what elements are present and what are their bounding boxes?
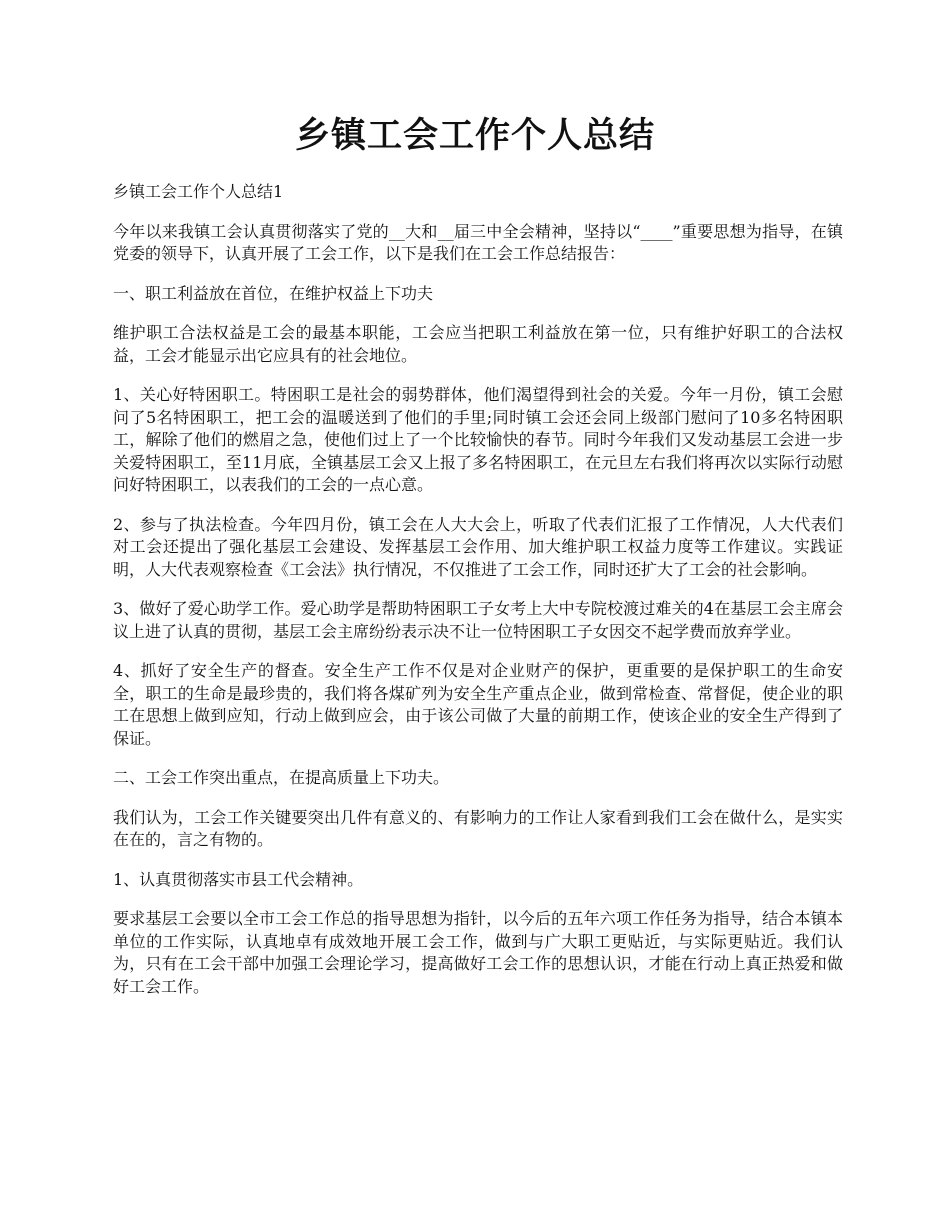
item-paragraph-5: 1、认真贯彻落实市县工代会精神。 <box>113 869 364 889</box>
item-paragraph-1: 1、关心好特困职工。特困职工是社会的弱势群体，他们渴望得到社会的关爱。今年一月份，镇工会慰问了5名特困职工，把工会的温暖送到了他们的手里;同时镇工会还会同上级部门慰问了10多名特困职工，解除了他们的燃眉之急，使他们过上了一个比较愉快的春节。同时今年我们又发动基层工会进一步关爱特困职工，至11月底，全镇基层工会又上报了多名特困职工，在元旦左右我们将再次以实际行动慰问好特困职工，以表我们的工会的一点心意。 <box>113 385 843 494</box>
body-paragraph: 维护职工合法权益是工会的最基本职能，工会应当把职工利益放在第一位，只有维护好职工的合法权益，工会才能显示出它应具有的社会地位。 <box>113 323 843 365</box>
item-paragraph-2: 2、参与了执法检查。今年四月份，镇工会在人大大会上，听取了代表们汇报了工作情况，人大代表们对工会还提出了强化基层工会建设、发挥基层工会作用、加大维护职工权益力度等工作建议。实践证明，人大代表观察检查《工会法》执行情况，不仅推进了工会工作，同时还扩大了工会的社会影响。 <box>113 514 843 579</box>
body-paragraph: 要求基层工会要以全市工会工作总的指导思想为指针，以今后的五年六项工作任务为指导，结合本镇本单位的工作实际，认真地卓有成效地开展工会工作，做到与广大职工更贴近，与实际更贴近。我们认为，只有在工会干部中加强工会理论学习，提高做好工会工作的思想认识，才能在行动上真正热爱和做好工会工作。 <box>113 909 843 996</box>
intro-paragraph: 今年以来我镇工会认真贯彻落实了党的__大和__届三中全会精神，坚持以“____”重要思想为指导，在镇党委的领导下，认真开展了工会工作，以下是我们在工会工作总结报告： <box>113 221 843 263</box>
item-paragraph-3: 3、做好了爱心助学工作。爱心助学是帮助特困职工子女考上大中专院校渡过难关的4在基层工会主席会议上进了认真的贯彻，基层工会主席纷纷表示决不让一位特困职工子女因交不起学费而放弃学业。 <box>113 599 843 641</box>
item-paragraph-4: 4、抓好了安全生产的督查。安全生产工作不仅是对企业财产的保护，更重要的是保护职工的生命安全，职工的生命是最珍贵的，我们将各煤矿列为安全生产重点企业，做到常检查、常督促，使企业的职工在思想上做到应知，行动上做到应会，由于该公司做了大量的前期工作，使该企业的安全生产得到了保证。 <box>113 661 843 748</box>
subtitle-paragraph: 乡镇工会工作个人总结1 <box>113 182 284 201</box>
document-body <box>113 181 843 1015</box>
body-paragraph: 我们认为，工会工作关键要突出几件有意义的、有影响力的工作让人家看到我们工会在做什么，是实实在在的，言之有物的。 <box>113 807 843 849</box>
document-title: 乡镇工会工作个人总结 <box>294 115 655 156</box>
section-heading-2: 二、工会工作突出重点，在提高质量上下功夫。 <box>113 768 450 787</box>
section-heading-1: 一、职工利益放在首位，在维护权益上下功夫 <box>113 283 434 303</box>
